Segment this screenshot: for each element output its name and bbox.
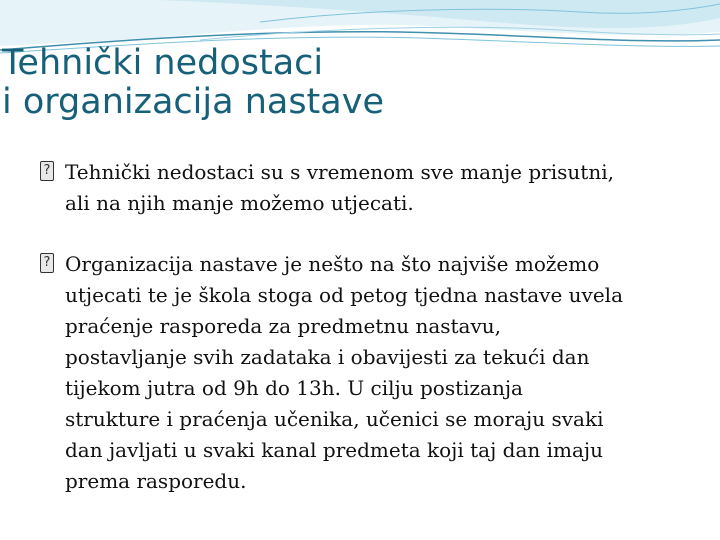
bullet-1-line: Tehnički nedostaci su s vremenom sve manje prisutni,: [65, 160, 614, 184]
title-line-1: Tehnički nedostaci: [2, 43, 324, 83]
bullet-2-line: utjecati te je škola stoga od petog tjedna nastave uvela: [65, 283, 623, 307]
missing-glyph-icon: ?: [40, 253, 54, 273]
slide-title: [2, 44, 384, 122]
bullet-item-2: [40, 249, 700, 497]
bullet-item-1: [40, 157, 700, 219]
bullet-text-2: [65, 249, 700, 497]
title-line-2: i organizacija nastave: [2, 82, 384, 122]
bullet-2-line: dan javljati u svaki kanal predmeta koji taj dan imaju: [65, 438, 603, 462]
bullet-text-1: [65, 157, 700, 219]
bullet-list: [40, 157, 700, 527]
bullet-2-line: prema rasporedu.: [65, 469, 247, 493]
missing-glyph-icon: ?: [40, 161, 54, 181]
bullet-1-line: ali na njih manje možemo utjecati.: [65, 191, 414, 215]
bullet-2-line: tijekom jutra od 9h do 13h. U cilju postizanja: [65, 376, 523, 400]
bullet-2-line: postavljanje svih zadataka i obavijesti za tekući dan: [65, 345, 590, 369]
bullet-2-line: Organizacija nastave je nešto na što najviše možemo: [65, 252, 600, 276]
bullet-2-line: strukture i praćenja učenika, učenici se moraju svaki: [65, 407, 604, 431]
bullet-2-line: praćenje rasporeda za predmetnu nastavu,: [65, 314, 502, 338]
